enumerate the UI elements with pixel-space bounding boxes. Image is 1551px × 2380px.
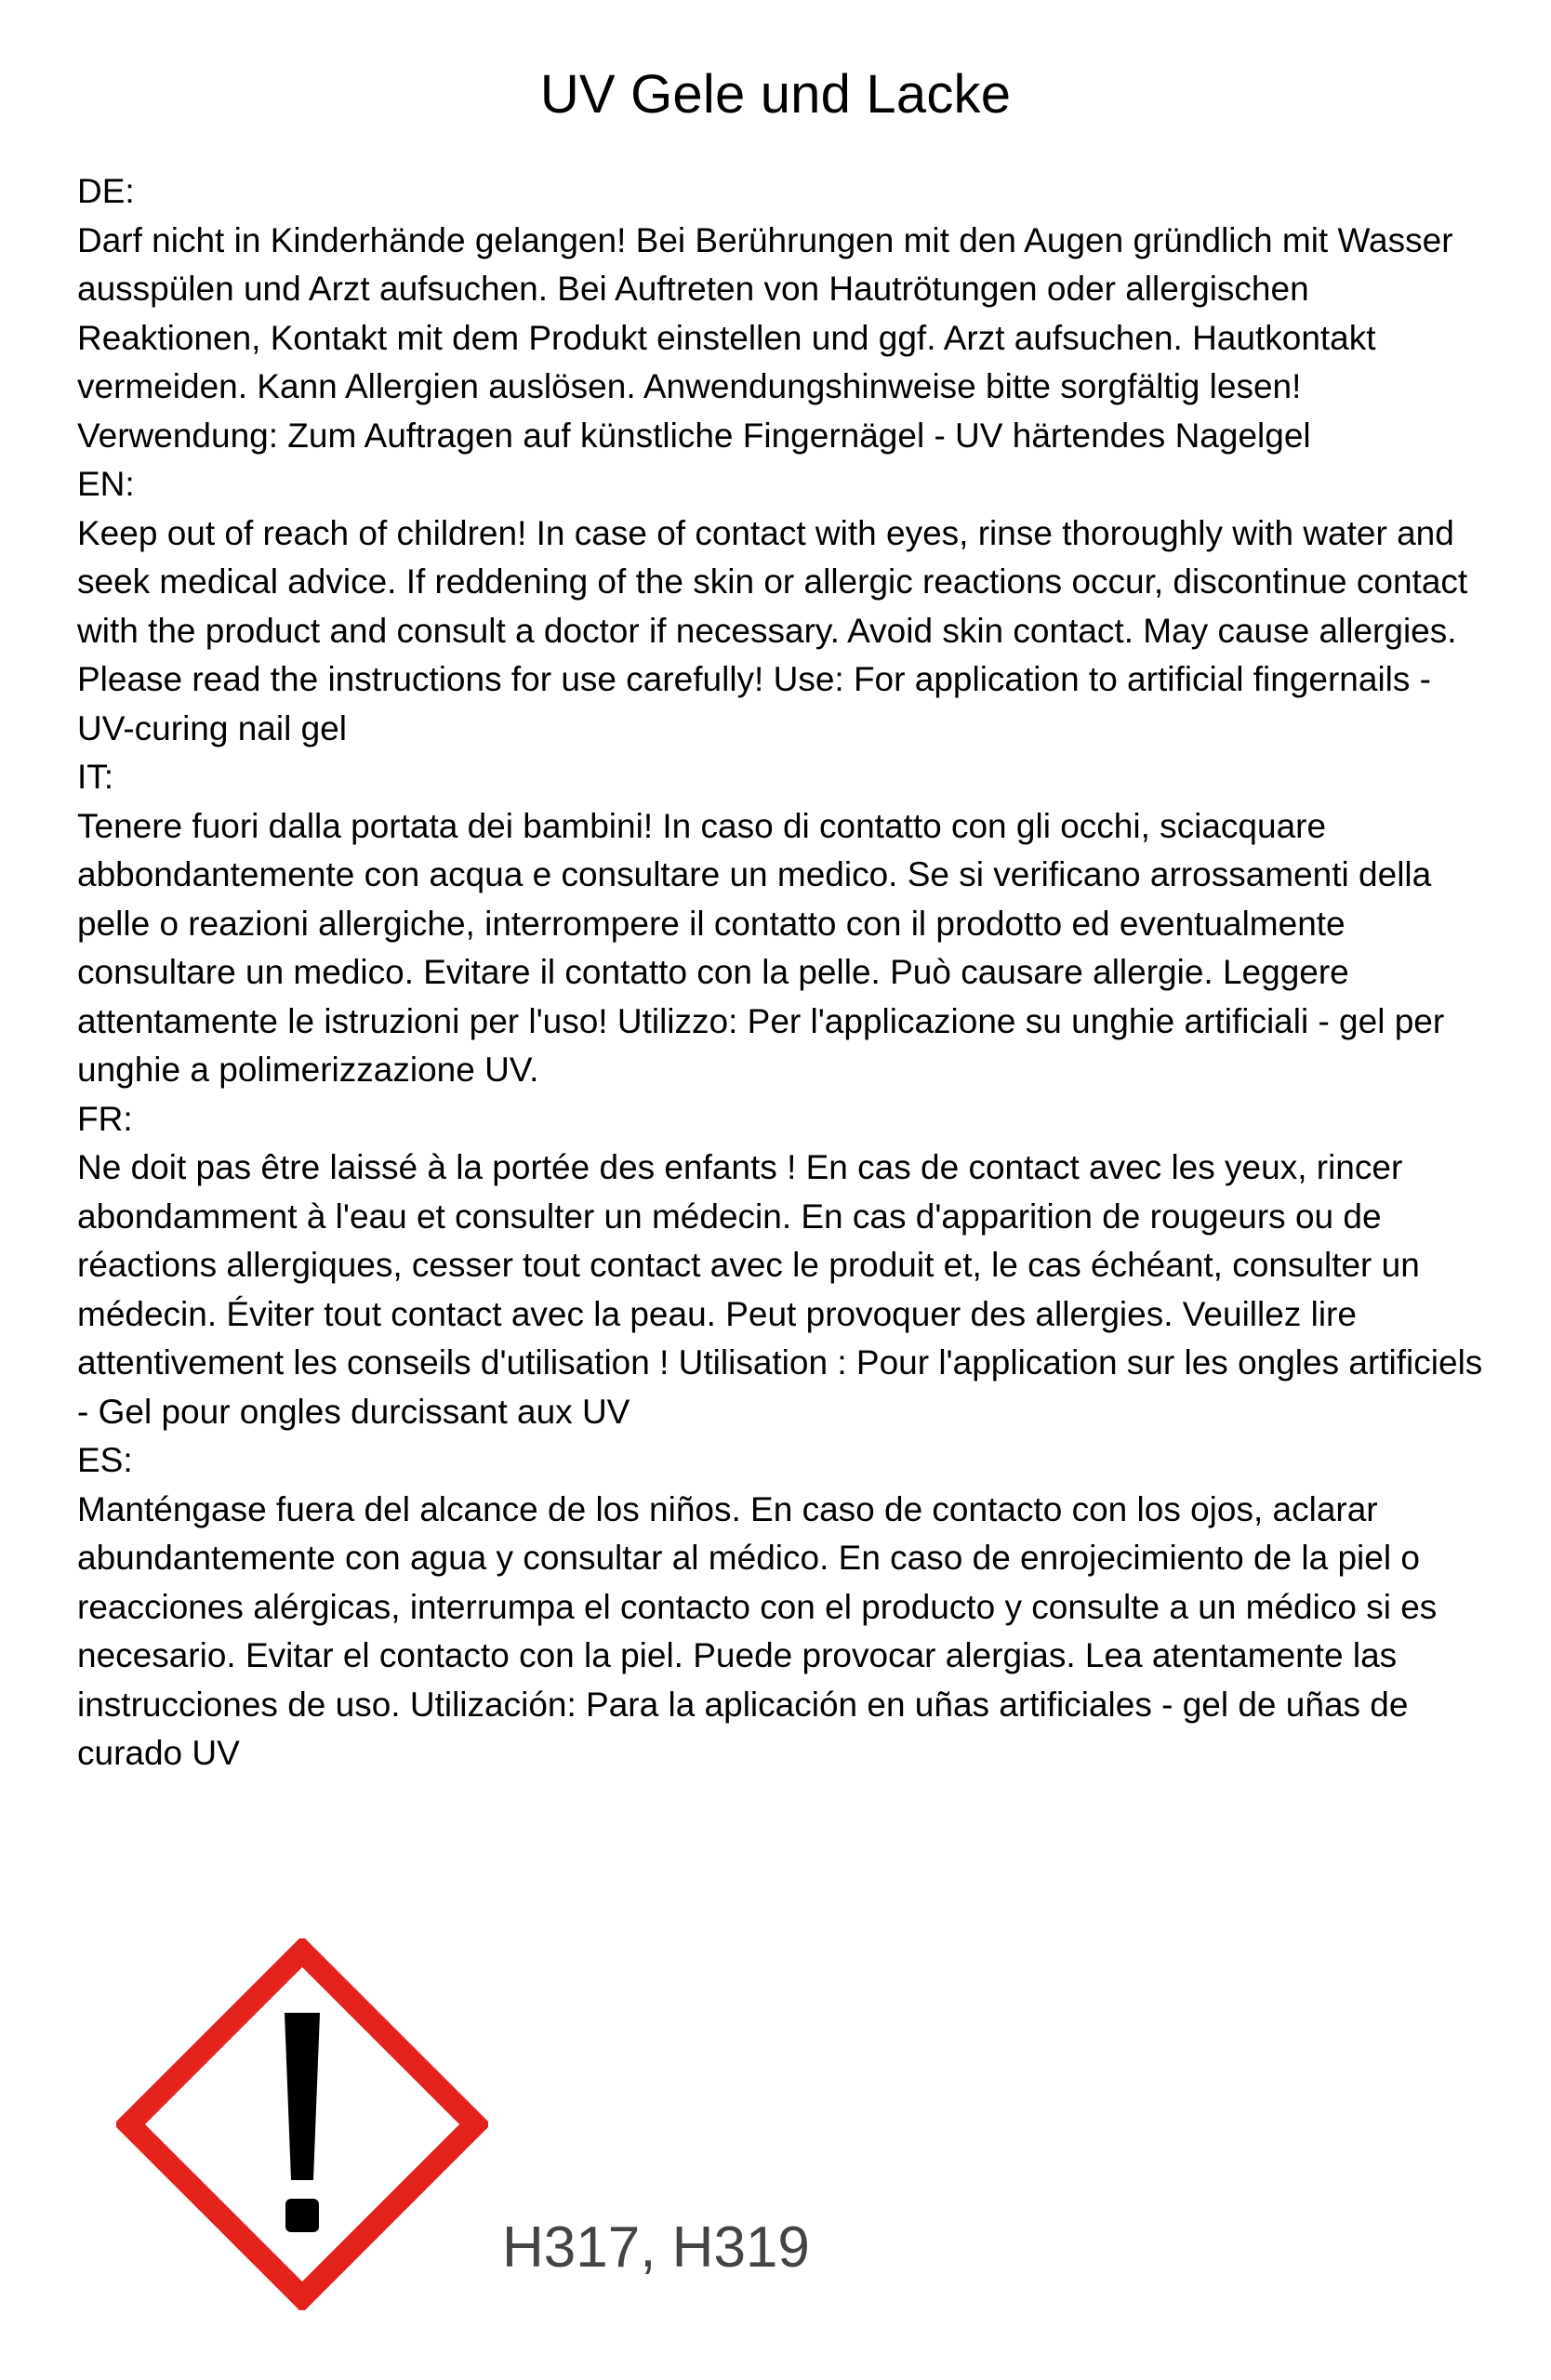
exclamation-mark-hazard-diamond-icon bbox=[116, 1938, 488, 2310]
safety-text-fr: Ne doit pas être laissé à la portée des enfants ! En cas de contact avec les yeux, rincer abondamment à l'eau et consulter un médecin. En cas d'apparition de rougeurs ou de réactions allergiques, cesser tout contact avec le produit et, le cas échéant, consulter un médecin. Éviter tout contact avec la peau. Peut provoquer des allergies. Veuillez lire attentivement les conseils d'utilisation ! Utilisation : Pour l'application sur les ongles artificiels - Gel pour ongles durcissant aux UV bbox=[77, 1148, 1483, 1431]
language-code-en: EN: bbox=[77, 465, 135, 503]
page-title: UV Gele und Lacke bbox=[539, 64, 1012, 125]
safety-text-de: Darf nicht in Kinderhände gelangen! Bei Berührungen mit den Augen gründlich mit Wasser ausspülen und Arzt aufsuchen. Bei Auftreten von Hautrötungen oder allergischen Reaktionen, Kontakt mit dem Produkt einstellen und ggf. Arzt aufsuchen. Hautkontakt vermeiden. Kann Allergien auslösen. Anwendungshinweise bitte sorgfältig lesen! Verwendung: Zum Auftragen auf künstliche Fingernägel - UV härtendes Nagelgel bbox=[77, 220, 1453, 455]
language-code-es: ES: bbox=[77, 1441, 133, 1479]
exclamation-dot bbox=[285, 2199, 319, 2232]
language-code-de: DE: bbox=[77, 172, 135, 210]
safety-text-es: Manténgase fuera del alcance de los niños. En caso de contacto con los ojos, aclarar abundantemente con agua y consultar al médico. En caso de enrojecimiento de la piel o reacciones alérgicas, interrumpa el contacto con el producto y consulte a un médico si es necesario. Evitar el contacto con la piel. Puede provocar alergias. Lea atentamente las instrucciones de uso. Utilización: Para la aplicación en uñas artificiales - gel de uñas de curado UV bbox=[77, 1489, 1438, 1772]
safety-text-block bbox=[77, 167, 1491, 1778]
safety-text-it: Tenere fuori dalla portata dei bambini! In caso di contatto con gli occhi, sciacquare abbondantemente con acqua e consultare un medico. Se si verificano arrossamenti della pelle o reazioni allergiche, interrompere il contatto con il prodotto ed eventualmente consultare un medico. Evitare il contatto con la pelle. Può causare allergie. Leggere attentamente le istruzioni per l'uso! Utilizzo: Per l'applicazione su unghie artificiali - gel per unghie a polimerizzazione UV. bbox=[77, 806, 1445, 1089]
safety-text-en: Keep out of reach of children! In case of contact with eyes, rinse thoroughly with water and seek medical advice. If reddening of the skin or allergic reactions occur, discontinue contact with the product and consult a doctor if necessary. Avoid skin contact. May cause allergies. Please read the instructions for use carefully! Use: For application to artificial fingernails - UV-curing nail gel bbox=[77, 513, 1468, 747]
language-code-fr: FR: bbox=[77, 1099, 133, 1138]
language-code-it: IT: bbox=[77, 758, 114, 796]
hazard-codes: H317, H319 bbox=[502, 2215, 810, 2280]
